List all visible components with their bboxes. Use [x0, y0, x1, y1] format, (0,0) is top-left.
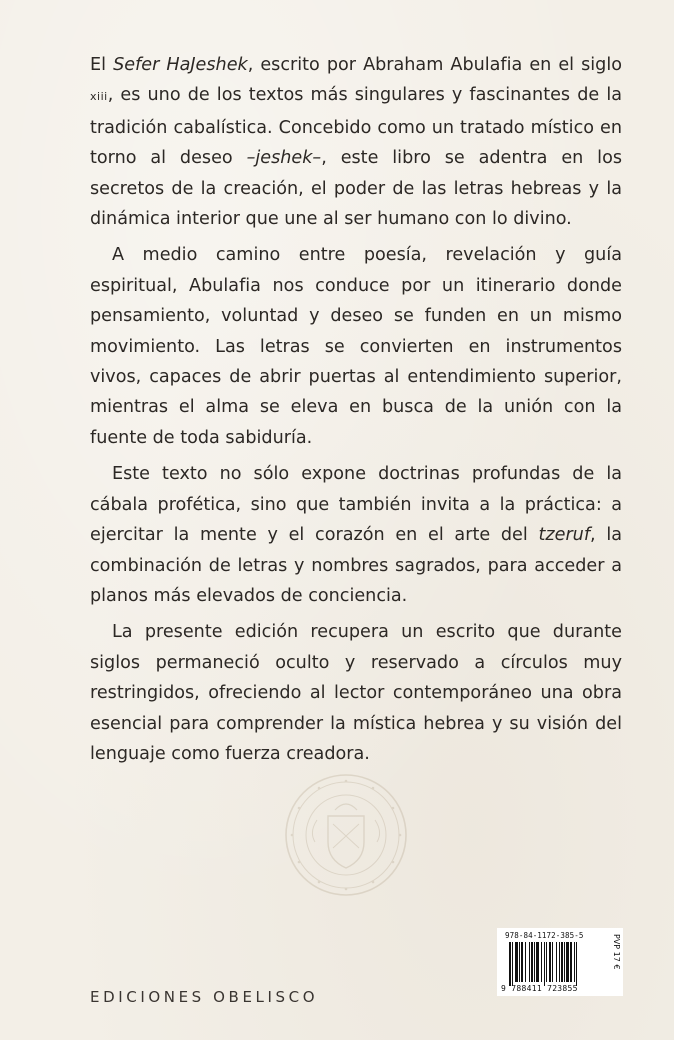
text-run: , es uno de los textos más singulares y fascinantes de la tradición cabalística. Concebido como un tratado místico en torno al deseo [90, 85, 622, 169]
synopsis-paragraph-2: A medio camino entre poesía, revelación y guía espiritual, Abulafia nos conduce por un itinerario donde pensamiento, voluntad y deseo se funden en un mismo movimiento. Las letras se convierten en instrumentos vivos, capaces de abrir puertas al entendimiento superior, mientras el alma se eleva en busca de la unión con la fuente de toda sabiduría. [90, 245, 622, 448]
ean-digits [501, 984, 578, 993]
text-run: , la combinación de letras y nombres sagrados, para acceder a planos más elevados de conciencia. [90, 525, 623, 606]
ean-first-digit: 9 [501, 984, 507, 993]
synopsis-paragraph-1 [90, 50, 622, 234]
century-numeral: xiii [90, 90, 108, 104]
price-label: PVP 17 € [612, 934, 621, 970]
text-run: , este libro se adentra en los secretos de la creación, el poder de las letras hebreas y la dinámica interior que une al ser humano con lo divino. [90, 148, 622, 230]
barcode-icon [509, 942, 603, 986]
term-jeshek: –jeshek– [246, 148, 322, 169]
ean-left-group: 788411 [511, 984, 542, 993]
text-run: El [90, 55, 114, 75]
text-run: Este texto no sólo expone doctrinas profundas de la cábala profética, sino que también invita a la práctica: a ejercitar la mente y el corazón en el arte del [90, 464, 622, 546]
ean-right-group: 723855 [547, 984, 578, 993]
synopsis-paragraph-3 [90, 459, 622, 611]
text-run: , escrito por Abraham Abulafia en el siglo [247, 55, 622, 75]
synopsis [90, 50, 622, 769]
term-tzeruf: tzeruf [538, 525, 591, 546]
book-title-italic: Sefer HaJeshek [113, 55, 248, 75]
synopsis-paragraph-4: La presente edición recupera un escrito que durante siglos permaneció oculto y reservado a círculos muy restringidos, ofreciendo al lector contemporáneo una obra esencial para comprender la mística hebrea y su visión del lenguaje como fuerza creadora. [90, 622, 622, 764]
publisher-name: EDICIONES OBELISCO [90, 988, 319, 1006]
isbn-number: 978-84-1172-385-5 [505, 931, 584, 940]
heraldic-seal-icon [283, 772, 409, 898]
barcode-label [497, 928, 623, 996]
